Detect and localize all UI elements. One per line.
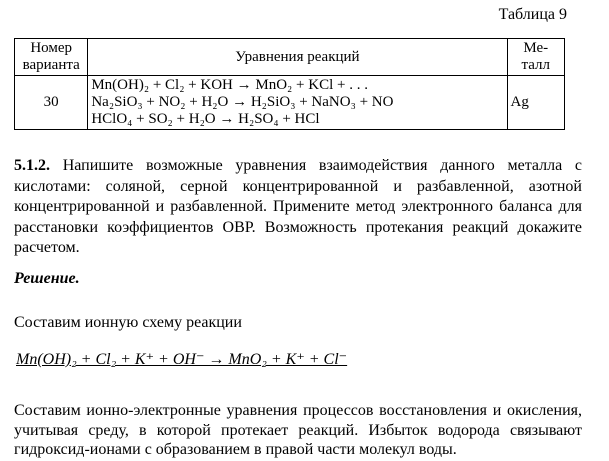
table-caption: Таблица 9 xyxy=(498,6,567,23)
header-equations: Уравнения реакций xyxy=(88,39,507,76)
equations-cell xyxy=(88,76,507,130)
header-variant-number: Номер варианта xyxy=(15,39,88,76)
variant-number: 30 xyxy=(15,76,88,130)
solution-intro: Составим ионную схему реакции xyxy=(14,314,242,331)
table-header-row xyxy=(15,39,565,76)
equation-3: HClO₄ + SO₂ + H₂O → H₂SO₄ + HCl xyxy=(91,111,320,127)
metal-cell: Ag xyxy=(507,76,564,130)
task-text: Напишите возможные уравнения взаимодействия данного металла с кислотами: соляной, серной концентрированной и разбавленной, азотной концентрированной и разбавленной. Примените метод электронного баланса для расстановки коэффициентов ОВР. Возможность протекания реакций докажите расчетом. xyxy=(14,157,583,256)
reactions-table xyxy=(14,38,565,130)
equation-1: Mn(OH)₂ + Cl₂ + KOH → MnO₂ + KCl + . . . xyxy=(91,77,368,93)
solution-heading: Решение. xyxy=(14,270,80,287)
ionic-scheme-formula xyxy=(16,349,347,369)
table-row xyxy=(15,76,565,130)
solution-paragraph: Составим ионно-электронные уравнения процессов восстановления и окисления, учитывая среду, в которой протекает реакций. Избыток водорода связывают гидроксид-ионами с образованием в правой части молекул воды. xyxy=(14,402,582,458)
equation-2: Na₂SiO₃ + NO₂ + H₂O → H₂SiO₃ + NaNO₃ + NO xyxy=(91,94,394,110)
header-metal: Ме- талл xyxy=(507,39,564,76)
formula-text: Mn(OH)₂ + Cl₂ + K⁺ + OH⁻ → MnO₂ + K⁺ + Cl⁻ xyxy=(16,351,348,368)
task-number: 5.1.2. xyxy=(14,157,50,174)
task-paragraph xyxy=(14,156,582,259)
